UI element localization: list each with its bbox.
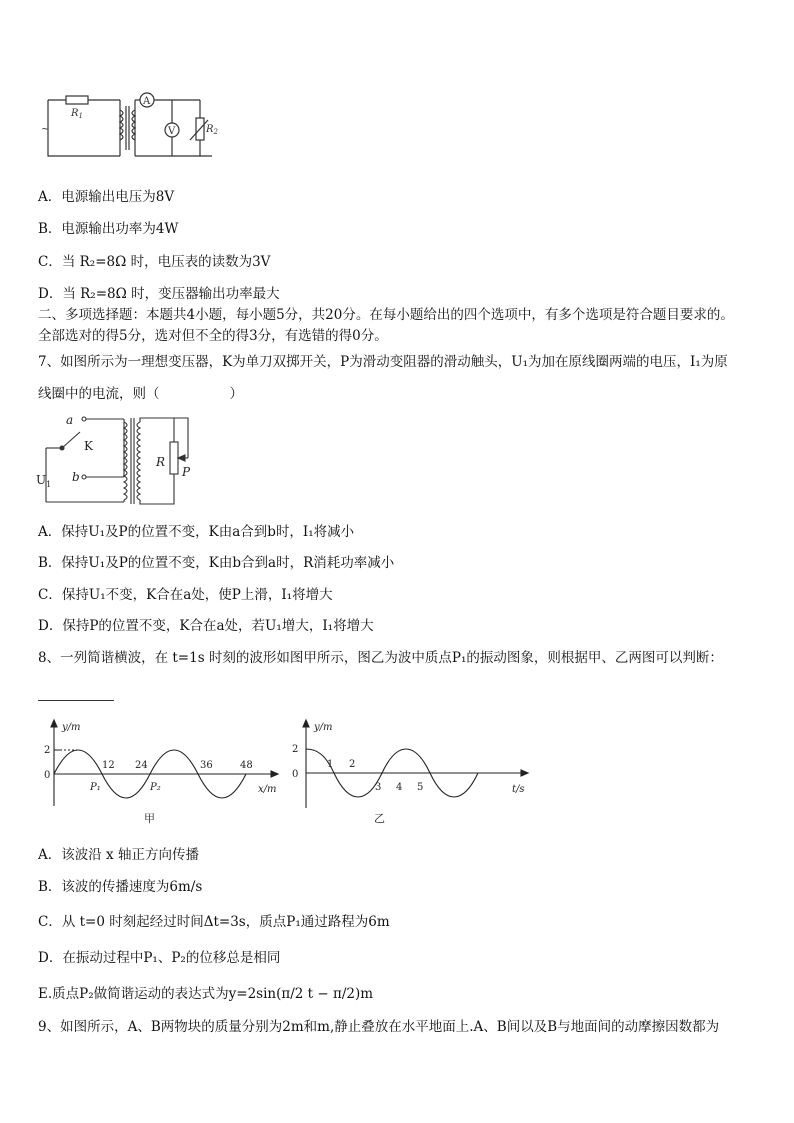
resistor-r-label: R — [156, 455, 166, 469]
ammeter-label: A — [143, 96, 151, 107]
r2-label: $R_2$ — [206, 124, 218, 136]
jia-xtick-48: 48 — [240, 760, 253, 771]
jia-ytick-2: 2 — [44, 745, 51, 756]
switch-k-label: K — [84, 439, 93, 453]
q8-option-a: A．该波沿 x 轴正方向传播 — [38, 847, 199, 863]
jia-point-p2: P₂ — [150, 782, 161, 793]
wave-figure-jia — [36, 718, 282, 826]
jia-xlabel: x/m — [258, 784, 277, 795]
q9-stem: 9、如图所示，A、B两物块的质量分别为2m和m,静止叠放在水平地面上.A、B间以及B与地面间的动摩擦因数都为 — [38, 1019, 720, 1035]
voltmeter-label: V — [168, 126, 176, 137]
circuit-figure-q6 — [40, 88, 220, 166]
q7-stem-line2: 线圈中的电流，则（ ） — [38, 386, 243, 402]
yi-xtick-2: 2 — [349, 759, 356, 770]
r1-label: $R_1$ — [71, 108, 83, 120]
answer-underline — [38, 700, 114, 701]
switch-a-label: a — [66, 413, 74, 427]
q7-option-b: B．保持U₁及P的位置不变，K由b合到a时，R消耗功率减小 — [38, 555, 395, 571]
slider-p-label: P — [182, 465, 191, 479]
yi-ylabel: y/m — [314, 722, 333, 733]
q7-stem-line1: 7、如图所示为一理想变压器，K为单刀双掷开关，P为滑动变阻器的滑动触头，U₁为加在原线圈两端的电压，I₁为原 — [38, 354, 728, 370]
jia-xtick-24: 24 — [135, 760, 148, 771]
q8-option-c: C．从 t=0 时刻起经过时间Δt=3s，质点P₁通过路程为6m — [38, 914, 390, 930]
yi-ytick-2: 2 — [292, 744, 299, 755]
q8-option-b: B．该波的传播速度为6m/s — [38, 879, 203, 895]
section2-line1: 二、多项选择题：本题共4小题，每小题5分，共20分。在每小题给出的四个选项中，有多个选项是符合题目要求的。 — [38, 307, 734, 323]
q6-option-b: B．电源输出功率为4W — [38, 221, 179, 237]
q6-option-d: D．当 R₂=8Ω 时，变压器输出功率最大 — [38, 286, 280, 302]
switch-b-label: b — [72, 470, 80, 484]
yi-xtick-4: 4 — [396, 782, 403, 793]
yi-ytick-0: 0 — [292, 769, 299, 780]
yi-xtick-1: 1 — [327, 759, 334, 770]
yi-xtick-5: 5 — [417, 782, 424, 793]
section2-line2: 全部选对的得5分，选对但不全的得3分，有选错的得0分。 — [38, 328, 388, 344]
yi-caption: 乙 — [374, 812, 385, 825]
q6-option-a: A．电源输出电压为8V — [38, 189, 175, 205]
q7-option-a: A．保持U₁及P的位置不变，K由a合到b时，I₁将减小 — [38, 524, 355, 540]
vibration-figure-yi — [288, 716, 532, 826]
jia-caption: 甲 — [144, 812, 155, 825]
yi-xlabel: t/s — [512, 784, 525, 795]
jia-xtick-36: 36 — [200, 760, 213, 771]
jia-point-p1: P₁ — [90, 782, 101, 793]
q6-option-c: C．当 R₂=8Ω 时，电压表的读数为3V — [38, 254, 271, 270]
jia-ytick-0: 0 — [44, 770, 51, 781]
jia-ylabel: y/m — [62, 722, 81, 733]
q8-option-e: E.质点P₂做简谐运动的表达式为y=2sin(π/2 t − π/2)m — [38, 986, 374, 1002]
q8-option-d: D．在振动过程中P₁、P₂的位移总是相同 — [38, 950, 281, 966]
q7-option-d: D．保持P的位置不变，K合在a处，若U₁增大，I₁将增大 — [38, 618, 374, 634]
q8-stem: 8、一列简谐横波，在 t=1s 时刻的波形如图甲所示，图乙为波中质点P₁的振动图象，则根据甲、乙两图可以判断： — [38, 650, 723, 666]
transformer-figure-q7 — [36, 410, 206, 510]
q7-option-c: C．保持U₁不变，K合在a处，使P上滑，I₁将增大 — [38, 587, 333, 603]
yi-xtick-3: 3 — [375, 782, 382, 793]
source-symbol: ~ — [41, 124, 50, 135]
jia-xtick-12: 12 — [102, 760, 115, 771]
u1-label: $U_1$ — [36, 473, 52, 489]
